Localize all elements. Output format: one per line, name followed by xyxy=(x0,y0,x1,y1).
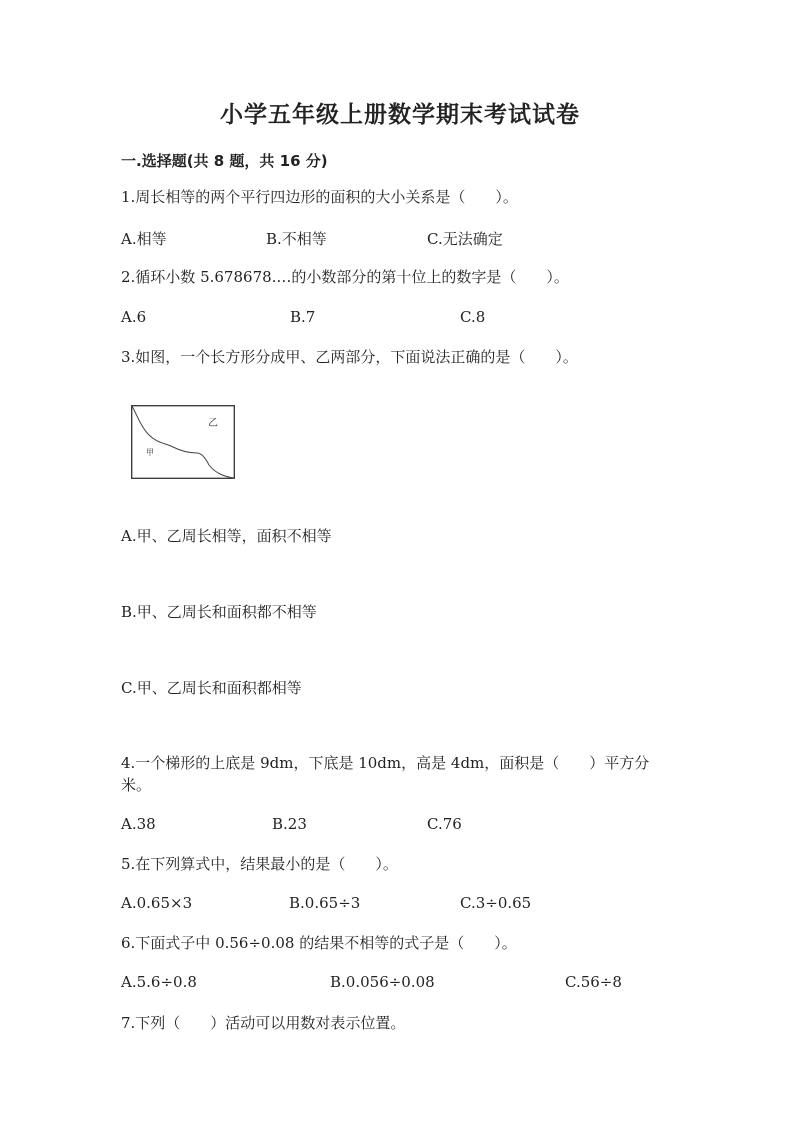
question-3: 3.如图，一个长方形分成甲、乙两部分，下面说法正确的是（ ）。 xyxy=(121,348,578,366)
q4-option-c: C.76 xyxy=(427,815,462,833)
figure-label-jia: 甲 xyxy=(146,448,154,457)
q4-option-a: A.38 xyxy=(121,815,156,833)
q6-option-c: C.56÷8 xyxy=(565,973,622,991)
question-6: 6.下面式子中 0.56÷0.08 的结果不相等的式子是（ ）。 xyxy=(121,934,517,952)
question-4: 4.一个梯形的上底是 9dm，下底是 10dm，高是 4dm，面积是（ ）平方分米。 xyxy=(121,754,650,794)
q3-option-b: B.甲、乙周长和面积都不相等 xyxy=(121,603,317,621)
q5-option-a: A.0.65×3 xyxy=(121,894,193,912)
question-2: 2.循环小数 5.678678.…的小数部分的第十位上的数字是（ ）。 xyxy=(121,268,569,286)
figure-label-yi: 乙 xyxy=(208,418,218,429)
q1-option-c: C.无法确定 xyxy=(427,230,503,248)
q5-option-c: C.3÷0.65 xyxy=(460,894,532,912)
q2-option-a: A.6 xyxy=(121,308,147,326)
question-7: 7.下列（ ）活动可以用数对表示位置。 xyxy=(121,1014,406,1032)
q4-option-b: B.23 xyxy=(272,815,307,833)
rectangle-figure xyxy=(131,405,235,479)
q1-option-b: B.不相等 xyxy=(266,230,327,248)
q5-option-b: B.0.65÷3 xyxy=(289,894,361,912)
q3-option-a: A.甲、乙周长相等，面积不相等 xyxy=(121,527,332,545)
q1-option-a: A.相等 xyxy=(121,230,167,248)
page-title: 小学五年级上册数学期末考试试卷 xyxy=(220,102,580,128)
q2-option-c: C.8 xyxy=(460,308,486,326)
q6-option-b: B.0.056÷0.08 xyxy=(330,973,435,991)
question-5: 5.在下列算式中，结果最小的是（ ）。 xyxy=(121,855,398,873)
section-heading: 一.选择题(共 8 题，共 16 分) xyxy=(121,152,328,170)
q2-option-b: B.7 xyxy=(290,308,316,326)
q6-option-a: A.5.6÷0.8 xyxy=(121,973,197,991)
question-1: 1.周长相等的两个平行四边形的面积的大小关系是（ ）。 xyxy=(121,188,518,206)
q3-option-c: C.甲、乙周长和面积都相等 xyxy=(121,679,302,697)
